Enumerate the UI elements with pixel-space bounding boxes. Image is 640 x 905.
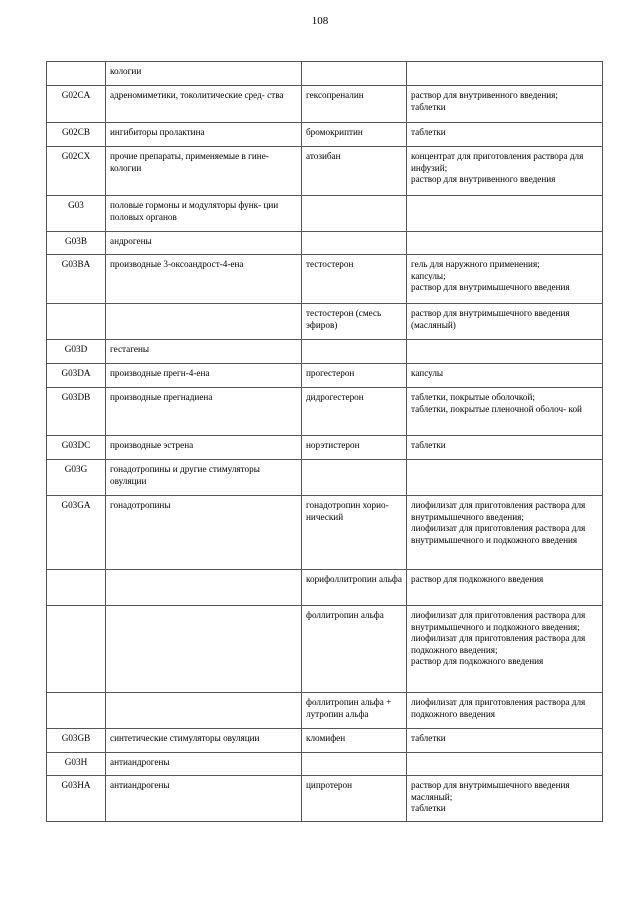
anatomical-group-cell: гестагены — [106, 340, 302, 364]
atc-code-cell: G03DC — [47, 436, 106, 460]
anatomical-group-cell — [106, 304, 302, 340]
anatomical-group-cell: андрогены — [106, 232, 302, 255]
anatomical-group-cell: антиандрогены — [106, 753, 302, 776]
table-row — [47, 304, 603, 340]
table-row — [47, 340, 603, 364]
dosage-form-line: раствор для внутримышечного введения — [411, 282, 570, 292]
atc-code-cell: G03DB — [47, 388, 106, 436]
drug-name-cell: кломифен — [302, 729, 407, 753]
anatomical-group-cell: ингибиторы пролактина — [106, 123, 302, 147]
dosage-forms-cell — [407, 123, 603, 147]
dosage-form-line: концентрат для приготовления раствора для инфузий; — [411, 151, 584, 173]
drug-name-cell: бромокриптин — [302, 123, 407, 147]
dosage-forms-cell — [407, 255, 603, 304]
table-row — [47, 776, 603, 822]
dosage-form-line: раствор для подкожного введения — [411, 656, 544, 666]
dosage-form-line: таблетки — [411, 440, 446, 450]
table-row — [47, 460, 603, 496]
dosage-forms-cell — [407, 753, 603, 776]
drug-name-cell: тестостерон (смесь эфиров) — [302, 304, 407, 340]
dosage-forms-cell — [407, 86, 603, 123]
dosage-forms-cell — [407, 436, 603, 460]
anatomical-group-cell: производные прегнадиена — [106, 388, 302, 436]
drug-name-cell — [302, 340, 407, 364]
table-row — [47, 436, 603, 460]
dosage-forms-cell — [407, 340, 603, 364]
dosage-forms-cell — [407, 304, 603, 340]
dosage-form-line: раствор для внутривенного введения; — [411, 90, 558, 100]
drug-name-cell: гексопреналин — [302, 86, 407, 123]
anatomical-group-cell: половые гормоны и модуляторы функ- ции половых органов — [106, 196, 302, 232]
anatomical-group-cell: прочие препараты, применяемые в гине- кологии — [106, 147, 302, 196]
table-row — [47, 255, 603, 304]
drug-name-cell: прогестерон — [302, 364, 407, 388]
drug-name-cell: тестостерон — [302, 255, 407, 304]
atc-code-cell: G03GA — [47, 496, 106, 570]
dosage-form-line: раствор для подкожного введения — [411, 574, 544, 584]
anatomical-group-cell: гонадотропины — [106, 496, 302, 570]
dosage-form-line: таблетки — [411, 101, 446, 112]
dosage-forms-cell — [407, 364, 603, 388]
table-row — [47, 496, 603, 570]
dosage-form-line: таблетки — [411, 127, 446, 137]
dosage-forms-cell — [407, 147, 603, 196]
table-row — [47, 147, 603, 196]
anatomical-group-cell: синтетические стимуляторы овуляции — [106, 729, 302, 753]
table-body — [47, 62, 603, 822]
drug-name-cell: атозибан — [302, 147, 407, 196]
dosage-form-line: лиофилизат для приготовления раствора для подкожного введения; — [411, 633, 586, 655]
dosage-form-line: таблетки, покрытые пленочной оболоч- кой — [411, 403, 582, 414]
dosage-form-line: таблетки, покрытые оболочкой; — [411, 392, 535, 402]
drug-name-cell: дидрогестерон — [302, 388, 407, 436]
anatomical-group-cell: производные эстрена — [106, 436, 302, 460]
drug-name-cell — [302, 62, 407, 86]
dosage-form-line: таблетки — [411, 803, 446, 813]
drug-name-cell: норэтистерон — [302, 436, 407, 460]
anatomical-group-cell: кологии — [106, 62, 302, 86]
dosage-forms-cell — [407, 196, 603, 232]
dosage-form-line: лиофилизат для приготовления раствора для подкожного введения — [411, 697, 586, 719]
atc-code-cell: G02CX — [47, 147, 106, 196]
dosage-form-line: гель для наружного применения; — [411, 259, 540, 269]
anatomical-group-cell: гонадотропины и другие стимуляторы овуляции — [106, 460, 302, 496]
anatomical-group-cell: антиандрогены — [106, 776, 302, 822]
atc-code-cell — [47, 570, 106, 606]
table-row — [47, 62, 603, 86]
atc-code-cell — [47, 606, 106, 693]
dosage-form-line: раствор для внутривенного введения — [411, 174, 556, 184]
medication-table — [46, 61, 603, 822]
table-row — [47, 196, 603, 232]
drug-name-cell: фоллитропин альфа + лутропин альфа — [302, 693, 407, 729]
table-row — [47, 753, 603, 776]
anatomical-group-cell: производные прегн-4-ена — [106, 364, 302, 388]
table-row — [47, 388, 603, 436]
table-row — [47, 364, 603, 388]
table-row — [47, 232, 603, 255]
anatomical-group-cell — [106, 606, 302, 693]
page-number: 108 — [311, 15, 329, 27]
anatomical-group-cell: адреномиметики, токолитические сред- ства — [106, 86, 302, 123]
dosage-form-line: раствор для внутримышечного введения масляный; — [411, 780, 570, 802]
dosage-forms-cell — [407, 776, 603, 822]
dosage-forms-cell — [407, 388, 603, 436]
drug-name-cell — [302, 232, 407, 255]
atc-code-cell: G02CA — [47, 86, 106, 123]
drug-name-cell — [302, 460, 407, 496]
drug-name-cell: корифоллитропин альфа — [302, 570, 407, 606]
atc-code-cell: G03BA — [47, 255, 106, 304]
atc-code-cell: G03 — [47, 196, 106, 232]
atc-code-cell: G03H — [47, 753, 106, 776]
table-row — [47, 123, 603, 147]
atc-code-cell: G03HA — [47, 776, 106, 822]
atc-code-cell: G03D — [47, 340, 106, 364]
dosage-form-line: капсулы — [411, 368, 444, 378]
drug-name-cell: гонадотропин хорио- нический — [302, 496, 407, 570]
dosage-form-line: раствор для внутримышечного введения (масляный) — [411, 308, 570, 330]
anatomical-group-cell — [106, 570, 302, 606]
dosage-forms-cell — [407, 693, 603, 729]
atc-code-cell: G03GB — [47, 729, 106, 753]
atc-code-cell — [47, 304, 106, 340]
drug-name-cell — [302, 196, 407, 232]
dosage-form-line: капсулы; — [411, 270, 446, 281]
dosage-form-line: лиофилизат для приготовления раствора для внутримышечного введения; — [411, 500, 586, 522]
dosage-forms-cell — [407, 729, 603, 753]
dosage-forms-cell — [407, 460, 603, 496]
dosage-form-line: таблетки — [411, 733, 446, 743]
dosage-form-line: лиофилизат для приготовления раствора для внутримышечного и подкожного введения — [411, 523, 586, 545]
atc-code-cell — [47, 693, 106, 729]
drug-name-cell: фоллитропин альфа — [302, 606, 407, 693]
dosage-forms-cell — [407, 606, 603, 693]
table-row — [47, 729, 603, 753]
atc-code-cell: G03DA — [47, 364, 106, 388]
table-row — [47, 693, 603, 729]
dosage-forms-cell — [407, 232, 603, 255]
table-row — [47, 606, 603, 693]
atc-code-cell: G03B — [47, 232, 106, 255]
anatomical-group-cell — [106, 693, 302, 729]
dosage-forms-cell — [407, 496, 603, 570]
atc-code-cell: G03G — [47, 460, 106, 496]
table-row — [47, 570, 603, 606]
dosage-forms-cell — [407, 570, 603, 606]
drug-name-cell: ципротерон — [302, 776, 407, 822]
dosage-forms-cell — [407, 62, 603, 86]
dosage-form-line: лиофилизат для приготовления раствора для внутримышечного и подкожного введения; — [411, 610, 586, 632]
atc-code-cell — [47, 62, 106, 86]
drug-name-cell — [302, 753, 407, 776]
atc-code-cell: G02CB — [47, 123, 106, 147]
anatomical-group-cell: производные 3-оксоандрост-4-ена — [106, 255, 302, 304]
table-row — [47, 86, 603, 123]
